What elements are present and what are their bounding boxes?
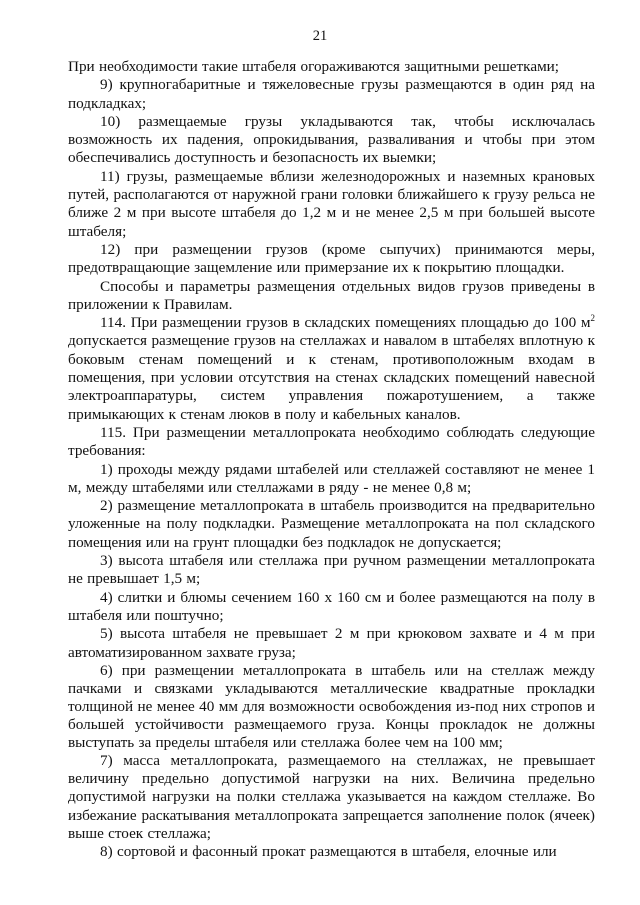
paragraph: 6) при размещении металлопроката в штабель или на стеллаж между пачками и связками укладываются металлические квадратные прокладки толщиной не менее 40 мм для возможности освобождения из-под них стропов и большей устойчивости размещаемого груза. Концы прокладок не должны выступать за пределы штабеля или стеллажа более чем на 100 мм; — [68, 661, 595, 752]
paragraph: Способы и параметры размещения отдельных видов грузов приведены в приложении к Правилам. — [68, 277, 595, 313]
paragraph-114 — [68, 314, 595, 424]
paragraph: 2) размещение металлопроката в штабель производится на предварительно уложенные на полу подкладки. Размещение металлопроката на пол складского помещения или на грунт площадки без подкладок не допускается; — [68, 497, 595, 551]
paragraph: 3) высота штабеля или стеллажа при ручном размещении металлопроката не превышает 1,5 м; — [68, 552, 595, 588]
paragraph: При необходимости такие штабеля огораживаются защитными решетками; — [68, 58, 560, 75]
superscript: 2 — [590, 313, 595, 324]
paragraph: 8) сортовой и фасонный прокат размещаются в штабеля, елочные или — [100, 842, 557, 860]
paragraph: 10) размещаемые грузы укладываются так, чтобы исключалась возможность их падения, опрокидывания, разваливания и чтобы при этом обеспечивались доступность и безопасность их выемки; — [68, 112, 595, 167]
paragraph: 1) проходы между рядами штабелей или стеллажей составляют не менее 1 м, между штабелями или стеллажами в ряду - не менее 0,8 м; — [68, 460, 595, 496]
paragraph: 4) слитки и блюмы сечением 160 х 160 см и более размещаются на полу в штабеля или поштучно; — [68, 588, 595, 624]
paragraph: 7) масса металлопроката, размещаемого на стеллажах, не превышает величину предельно допустимой нагрузки на них. Величина предельно допустимой нагрузки на полки стеллажа указывается на каждом стеллаже. Во избежание раскатывания металлопроката запрещается заполнение полок (ячеек) выше стоек стеллажа; — [68, 752, 595, 842]
paragraph: 12) при размещении грузов (кроме сыпучих) принимаются меры, предотвращающие защемление или примерзание их к покрытию площадки. — [68, 240, 595, 277]
paragraph: 5) высота штабеля не превышает 2 м при крюковом захвате и 4 м при автоматизированном захвате груза; — [68, 625, 595, 661]
document-body — [68, 58, 595, 861]
page-number: 21 — [312, 28, 328, 44]
paragraph: 9) крупногабаритные и тяжеловесные грузы размещаются в один ряд на подкладках; — [68, 76, 595, 112]
paragraph: 115. При размещении металлопроката необходимо соблюдать следующие требования: — [68, 423, 595, 460]
paragraph-text: допускается размещение грузов на стеллажах и навалом в штабелях вплотную к боковым стенам помещений и к стенам, противоположным входам в помещения, при условии отсутствия на стенах складских помещений навесной электроаппаратуры, систем управления пожаротушением, а также примыкающих к стенам люков в полу и кабельных каналов. — [68, 332, 595, 423]
paragraph-text: 114. При размещении грузов в складских помещениях площадью до 100 м — [100, 314, 591, 332]
paragraph: 11) грузы, размещаемые вблизи железнодорожных и наземных крановых путей, располагаются от наружной грани головки ближайшего к грузу рельса не ближе 2 м при высоте штабеля до 1,2 м и не менее 2,5 м при большей высоте штабеля; — [68, 167, 595, 240]
